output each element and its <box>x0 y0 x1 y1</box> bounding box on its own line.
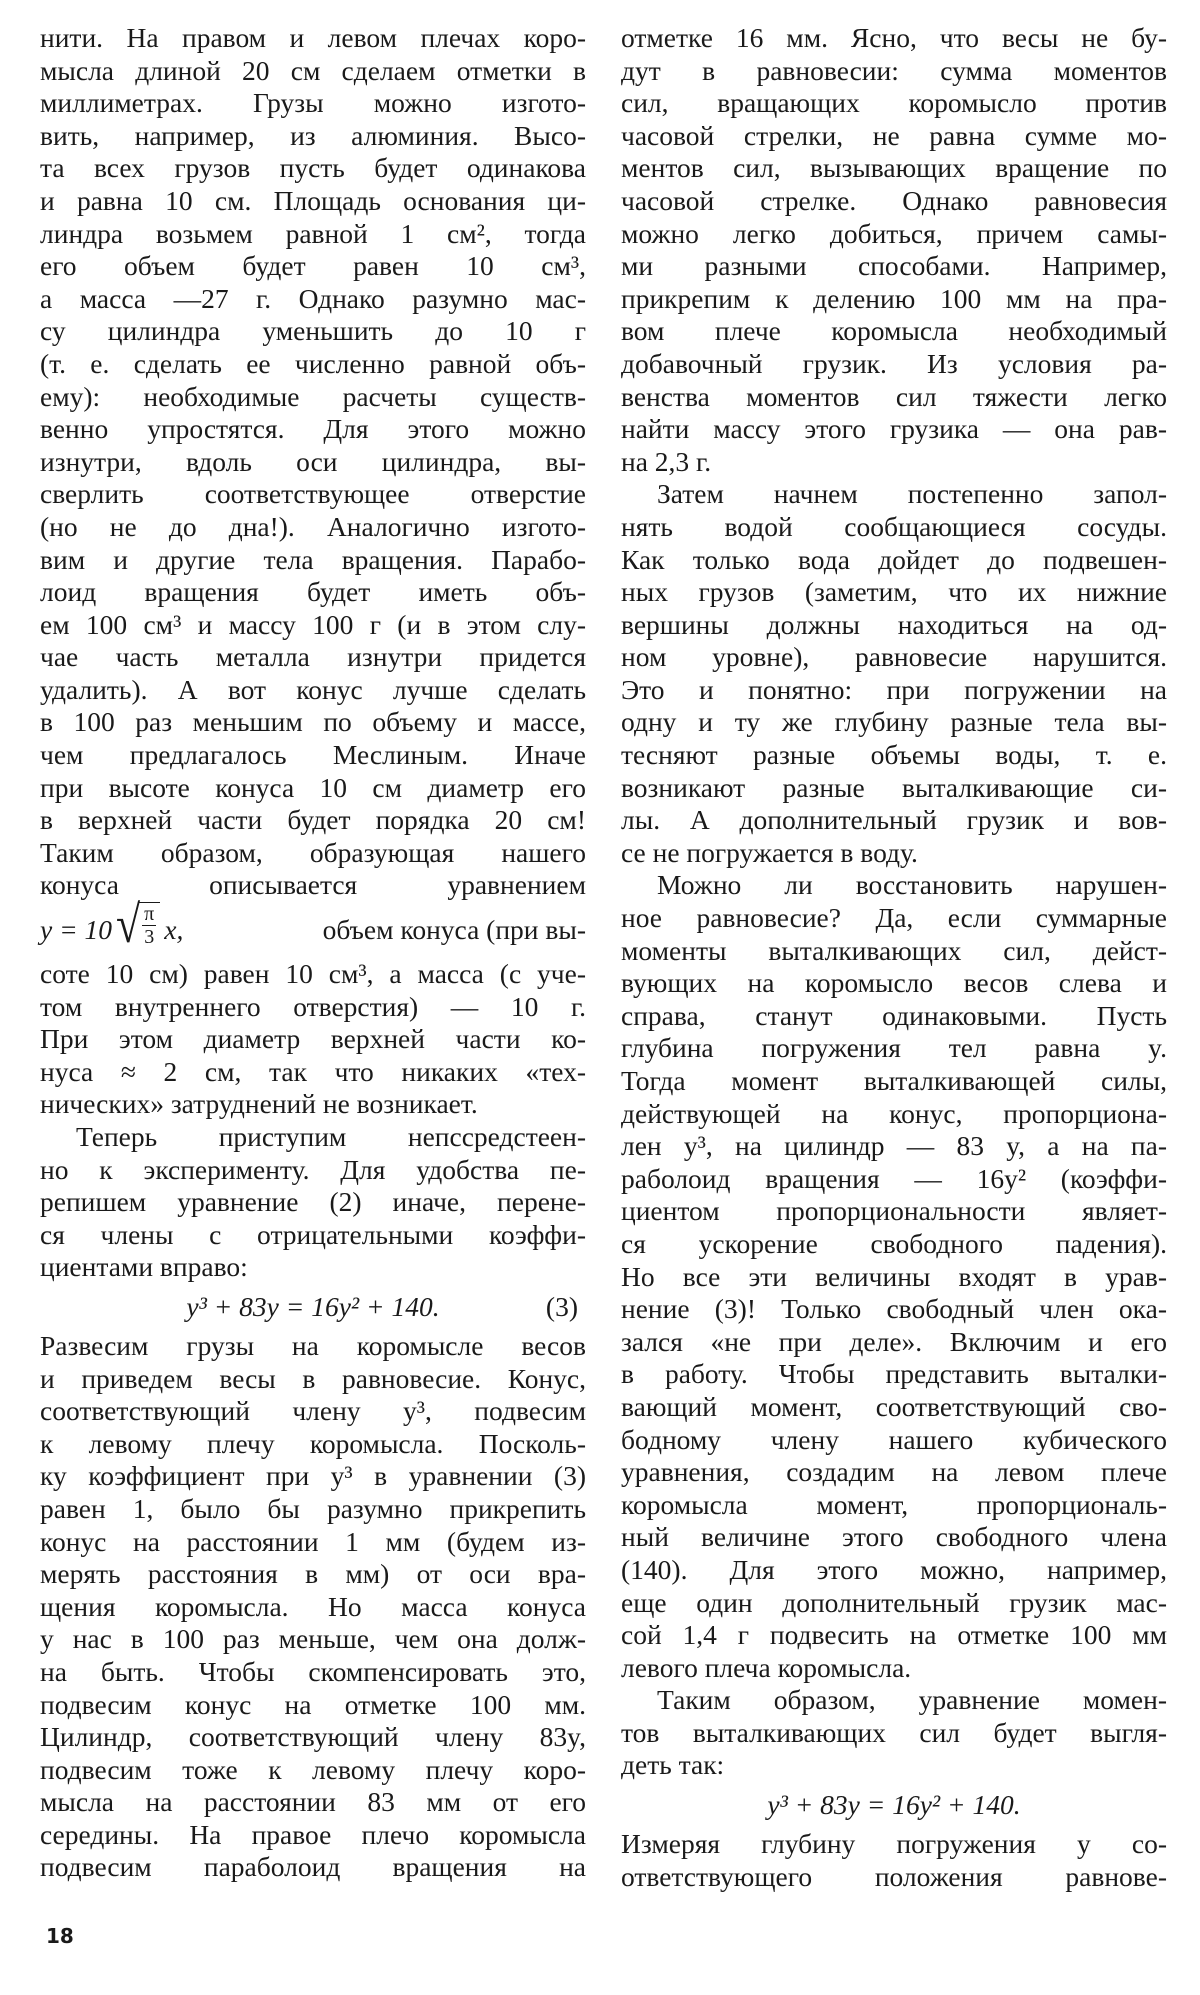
text-line: и приведем весы в равновесие. Конус, <box>40 1362 586 1394</box>
text-line: лы. А дополнительный грузик и вов- <box>621 804 1167 836</box>
text-line: нять водой сообщающиеся сосуды. <box>621 510 1167 542</box>
paragraph <box>621 22 1167 478</box>
text-line: раболоид вращения — 16y² (коэффи- <box>621 1162 1167 1194</box>
text-line: ему): необходимые расчеты существ- <box>40 380 586 412</box>
text-line: Как только вода дойдет до подвешен- <box>621 543 1167 575</box>
paragraph <box>40 22 586 902</box>
text-line: соте 10 см) равен 10 см³, а масса (с уче- <box>40 958 586 990</box>
text-line: коромысла момент, пропорциональ- <box>621 1488 1167 1520</box>
text-line: се не погружается в воду. <box>621 836 918 868</box>
text-line: конуса описывается уравнением <box>40 869 586 901</box>
text-line: а масса —27 г. Однако разумно мас- <box>40 282 586 314</box>
paragraph <box>621 478 1167 869</box>
text-line: отметке 16 мм. Ясно, что весы не бу- <box>621 22 1167 53</box>
text-line: мысла длиной 20 см сделаем отметки в <box>40 54 586 86</box>
text-line: конус на расстоянии 1 мм (будем из- <box>40 1525 586 1557</box>
text-line: часовой стрелке. Однако равновесия <box>621 184 1167 216</box>
text-line: Это и понятно: при погружении на <box>621 673 1167 705</box>
text-line: чем предлагалось Меслиным. Иначе <box>40 739 586 771</box>
numerator: π <box>144 903 155 926</box>
text-line: сой 1,4 г подвесить на отметке 100 мм <box>621 1619 1167 1651</box>
equation-text: y³ + 83y = 16y² + 140. <box>767 1789 1021 1821</box>
text-line: ответствующего положения равнове- <box>621 1860 1167 1892</box>
text-line: лен y³, на цилиндр — 83 y, а на па- <box>621 1130 1167 1162</box>
text-line: репишем уравнение (2) иначе, перене- <box>40 1186 586 1218</box>
equation <box>40 1284 586 1330</box>
text-line: Теперь приступим непссредстеен- <box>76 1121 586 1152</box>
text-line: ми разными способами. Например, <box>621 250 1167 282</box>
text-line: ментов сил, вызывающих вращение по <box>621 152 1167 184</box>
text-line: вим и другие тела вращения. Парабо- <box>40 543 586 575</box>
text-line: вершины должны находиться на од- <box>621 608 1167 640</box>
text-line: миллиметрах. Грузы можно изгото- <box>40 87 586 119</box>
text-line: ся члены с отрицательными коэффи- <box>40 1218 586 1250</box>
text-line: действующей на конус, пропорциона- <box>621 1097 1167 1129</box>
text-line: изнутри, вдоль оси цилиндра, вы- <box>40 445 586 477</box>
formula-line <box>40 895 586 958</box>
text-line: Таким образом, уравнение момен- <box>657 1684 1167 1716</box>
text-line: При этом диаметр верхней части ко- <box>40 1023 586 1055</box>
equation-text: y³ + 83y = 16y² + 140. <box>186 1290 440 1322</box>
text-line: вить, например, из алюминия. Высо- <box>40 119 586 151</box>
text-line: часовой стрелки, не равна сумме мо- <box>621 119 1167 151</box>
formula-lhs: y = 10 <box>40 914 113 946</box>
denominator: 3 <box>144 926 155 949</box>
paragraph <box>40 1330 586 1884</box>
fraction <box>138 902 160 948</box>
text-line: циентом пропорциональности являет- <box>621 1195 1167 1227</box>
text-line: циентами вправо: <box>40 1251 248 1283</box>
text-line: на 2,3 г. <box>621 445 712 477</box>
text-line: его объем будет равен 10 см³, <box>40 250 586 282</box>
paragraph <box>621 869 1167 1684</box>
text-line: сил, вращающих коромысло против <box>621 87 1167 119</box>
text-line: в верхней части будет порядка 20 см! <box>40 804 586 836</box>
text-line: нити. На правом и левом плечах коро- <box>40 22 586 53</box>
text-line: подвесим конус на отметке 100 мм. <box>40 1688 586 1720</box>
text-line: при высоте конуса 10 см диаметр его <box>40 771 586 803</box>
text-line: ных грузов (заметим, что их нижние <box>621 576 1167 608</box>
text-line: одну и ту же глубину разные тела вы- <box>621 706 1167 738</box>
text-line: сверлить соответствующее отверстие <box>40 478 586 510</box>
text-line: Развесим грузы на коромысле весов <box>40 1329 586 1361</box>
left-column <box>40 22 586 1884</box>
text-line: (т. е. сделать ее численно равной объ- <box>40 347 586 379</box>
text-line: ный величине этого свободного члена <box>621 1521 1167 1553</box>
text-line: мысла на расстоянии 83 мм от его <box>40 1786 586 1818</box>
text-line: соответствующий члену y³, подвесим <box>40 1395 586 1427</box>
text-line: но к эксперименту. Для удобства пе- <box>40 1153 586 1185</box>
text-line: линдра возьмем равной 1 см², тогда <box>40 217 586 249</box>
text-line: ем 100 см³ и массу 100 г (и в этом слу- <box>40 608 586 640</box>
formula-var: x, <box>164 914 184 946</box>
text-line: подвесим параболоид вращения на <box>40 1851 586 1883</box>
text-line: в работу. Чтобы представить выталки- <box>621 1358 1167 1390</box>
text-line: су цилиндра уменьшить до 10 г <box>40 315 586 347</box>
text-line: Цилиндр, соответствующий члену 83y, <box>40 1721 586 1753</box>
text-line: в 100 раз меньшим по объему и массе, <box>40 706 586 738</box>
text-line: деть так: <box>621 1749 725 1781</box>
equation <box>621 1782 1167 1828</box>
text-line: щения коромысла. Но масса конуса <box>40 1590 586 1622</box>
formula-rest-text: объем конуса (при вы- <box>322 914 586 946</box>
formula <box>40 895 184 958</box>
text-line: возникают разные выталкивающие си- <box>621 771 1167 803</box>
text-line: (но не до дна!). Аналогично изгото- <box>40 510 586 542</box>
text-line: ном уровне), равновесие нарушится. <box>621 641 1167 673</box>
text-line: тов выталкивающих сил будет выгля- <box>621 1716 1167 1748</box>
paragraph <box>40 1121 586 1284</box>
text-line: (140). Для этого можно, например, <box>621 1553 1167 1585</box>
text-line: уравнения, создадим на левом плече <box>621 1456 1167 1488</box>
text-line: вом плече коромысла необходимый <box>621 315 1167 347</box>
text-line: добавочный грузик. Из условия ра- <box>621 347 1167 379</box>
text-line: и равна 10 см. Площадь основания ци- <box>40 184 586 216</box>
text-line: равен 1, было бы разумно прикрепить <box>40 1492 586 1524</box>
text-line: к левому плечу коромысла. Посколь- <box>40 1427 586 1459</box>
text-line: подвесим тоже к левому плечу коро- <box>40 1753 586 1785</box>
paragraph <box>40 958 586 1121</box>
text-line: том внутреннего отверстия) — 10 г. <box>40 990 586 1022</box>
text-line: Но все эти величины входят в урав- <box>621 1260 1167 1292</box>
square-root <box>116 895 160 954</box>
text-line: левого плеча коромысла. <box>621 1651 912 1683</box>
text-line: у нас в 100 раз меньше, чем она долж- <box>40 1623 586 1655</box>
radical-sign-icon: √ <box>116 895 141 954</box>
text-line: еще один дополнительный грузик мас- <box>621 1586 1167 1618</box>
text-line: справа, станут одинаковыми. Пусть <box>621 999 1167 1031</box>
text-line: Затем начнем постепенно запол- <box>657 478 1167 510</box>
text-line: ку коэффициент при y³ в уравнении (3) <box>40 1460 586 1492</box>
text-line: нуса ≈ 2 см, так что никаких «тех- <box>40 1055 586 1087</box>
paragraph <box>621 1684 1167 1782</box>
text-line: венно упростятся. Для этого можно <box>40 413 586 445</box>
text-line: середины. На правое плечо коромысла <box>40 1818 586 1850</box>
text-line: лоид вращения будет иметь объ- <box>40 576 586 608</box>
text-line: можно легко добиться, причем самы- <box>621 217 1167 249</box>
text-line: глубина погружения тел равна y. <box>621 1032 1167 1064</box>
text-line: Тогда момент выталкивающей силы, <box>621 1065 1167 1096</box>
text-line: на быть. Чтобы скомпенсировать это, <box>40 1655 586 1687</box>
page-number: 18 <box>46 1924 74 1948</box>
text-line: та всех грузов пусть будет одинакова <box>40 152 586 184</box>
text-line: Таким образом, образующая нашего <box>40 836 586 868</box>
text-line: вующих на коромысло весов слева и <box>621 967 1167 999</box>
text-line: вающий момент, соответствующий сво- <box>621 1390 1167 1422</box>
text-line: моменты выталкивающих сил, дейст- <box>621 934 1167 966</box>
text-line: ся ускорение свободного падения). <box>621 1227 1167 1259</box>
text-line: тесняют разные объемы воды, т. е. <box>621 739 1167 771</box>
text-line: Можно ли восстановить нарушен- <box>657 869 1167 901</box>
text-line: венства моментов сил тяжести легко <box>621 380 1167 412</box>
text-line: найти массу этого грузика — она рав- <box>621 413 1167 445</box>
right-column <box>621 22 1167 1893</box>
text-line: дут в равновесии: сумма моментов <box>621 54 1167 86</box>
equation-number: (3) <box>545 1290 578 1322</box>
text-line: прикрепим к делению 100 мм на пра- <box>621 282 1167 314</box>
text-line: мерять расстояния в мм) от оси вра- <box>40 1558 586 1590</box>
text-line: удалить). А вот конус лучше сделать <box>40 673 586 705</box>
text-line: ное равновесие? Да, если суммарные <box>621 902 1167 934</box>
text-line: зался «не при деле». Включим и его <box>621 1325 1167 1357</box>
text-line: Измеряя глубину погружения y со- <box>621 1828 1167 1860</box>
text-line: бодному члену нашего кубического <box>621 1423 1167 1455</box>
paragraph <box>621 1828 1167 1893</box>
text-line: чае часть металла изнутри придется <box>40 641 586 673</box>
text-line: нение (3)! Только свободный член ока- <box>621 1293 1167 1325</box>
text-line: нических» затруднений не возникает. <box>40 1088 478 1120</box>
